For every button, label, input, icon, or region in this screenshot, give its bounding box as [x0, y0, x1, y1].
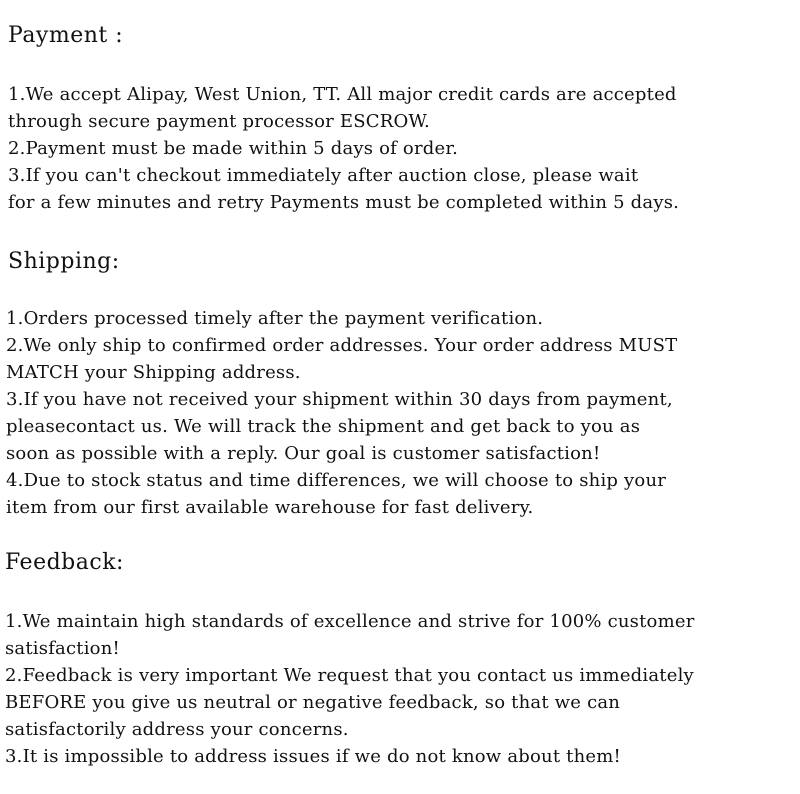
shipping-line-2: 2.We only ship to confirmed order addresses. Your order address MUST [6, 335, 678, 356]
payment-line-2: through secure payment processor ESCROW. [8, 111, 430, 132]
payment-line-4: 3.If you can't checkout immediately after auction close, please wait [8, 165, 639, 186]
payment-line-5: for a few minutes and retry Payments must be completed within 5 days. [8, 192, 680, 213]
feedback-line-3: 2.Feedback is very important We request that you contact us immediately [5, 665, 694, 686]
shipping-line-7: 4.Due to stock status and time differences, we will choose to ship your [6, 470, 667, 491]
shipping-line-4: 3.If you have not received your shipment within 30 days from payment, [6, 389, 673, 410]
payment-heading: Payment : [8, 23, 124, 48]
feedback-line-5: satisfactorily address your concerns. [5, 719, 349, 740]
feedback-heading: Feedback: [5, 550, 124, 575]
shipping-heading: Shipping: [8, 249, 120, 274]
shipping-line-1: 1.Orders processed timely after the payment verification. [6, 308, 544, 329]
payment-line-3: 2.Payment must be made within 5 days of order. [8, 138, 459, 159]
shipping-line-6: soon as possible with a reply. Our goal is customer satisfaction! [6, 443, 601, 464]
feedback-line-2: satisfaction! [5, 638, 120, 659]
payment-line-1: 1.We accept Alipay, West Union, TT. All major credit cards are accepted [8, 84, 677, 105]
feedback-line-4: BEFORE you give us neutral or negative feedback, so that we can [5, 692, 621, 713]
shipping-line-3: MATCH your Shipping address. [6, 362, 301, 383]
shipping-line-5: pleasecontact us. We will track the shipment and get back to you as [6, 416, 641, 437]
feedback-line-1: 1.We maintain high standards of excellence and strive for 100% customer [5, 611, 695, 632]
feedback-line-6: 3.It is impossible to address issues if we do not know about them! [5, 746, 621, 767]
shipping-line-8: item from our first available warehouse for fast delivery. [6, 497, 534, 518]
